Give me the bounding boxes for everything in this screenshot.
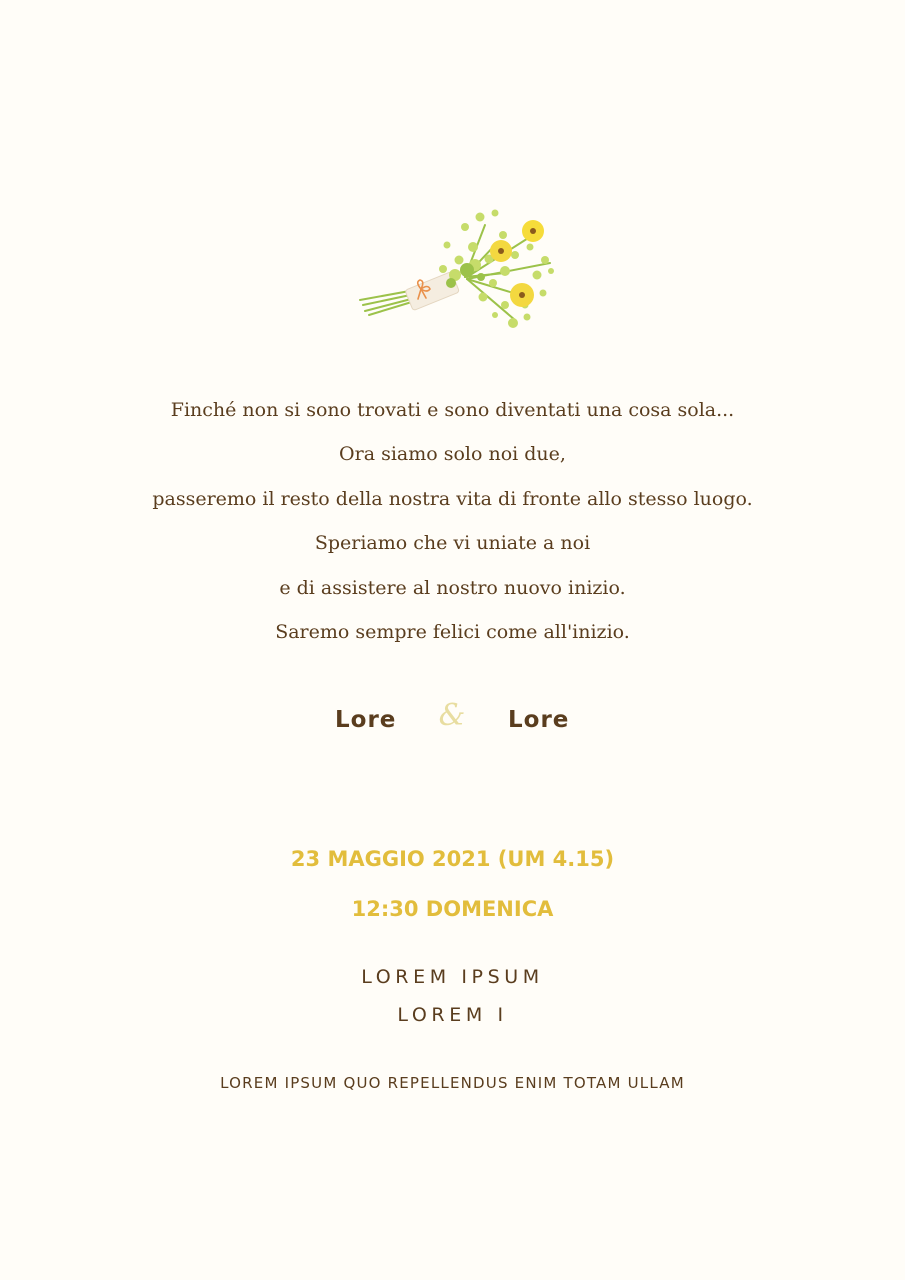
footer-note: LOREM IPSUM QUO REPELLENDUS ENIM TOTAM ULLAM <box>220 1074 685 1092</box>
poem-line: e di assistere al nostro nuovo inizio. <box>279 576 626 599</box>
poem-line: Saremo sempre felici come all'inizio. <box>275 620 630 643</box>
flower-bouquet-illustration <box>355 205 565 340</box>
partner-name-right: Lore <box>508 707 570 733</box>
partner-name-left: Lore <box>335 707 397 733</box>
event-date: 23 MAGGIO 2021 (UM 4.15) <box>290 847 615 871</box>
poem-line: Speriamo che vi uniate a noi <box>314 532 591 555</box>
venue-line-2: LOREM I <box>397 1004 508 1026</box>
ampersand-ornament: & <box>438 698 466 733</box>
poem-text <box>0 388 905 654</box>
poem-line: Ora siamo solo noi due, <box>339 443 566 466</box>
poem-line: Finché non si sono trovati e sono diventati una cosa sola... <box>170 399 735 421</box>
poem-line: passeremo il resto della nostra vita di fronte allo stesso luogo. <box>152 487 753 510</box>
event-time: 12:30 DOMENICA <box>351 897 554 921</box>
venue-line-1: LOREM IPSUM <box>361 966 544 988</box>
couple-names <box>0 698 905 742</box>
